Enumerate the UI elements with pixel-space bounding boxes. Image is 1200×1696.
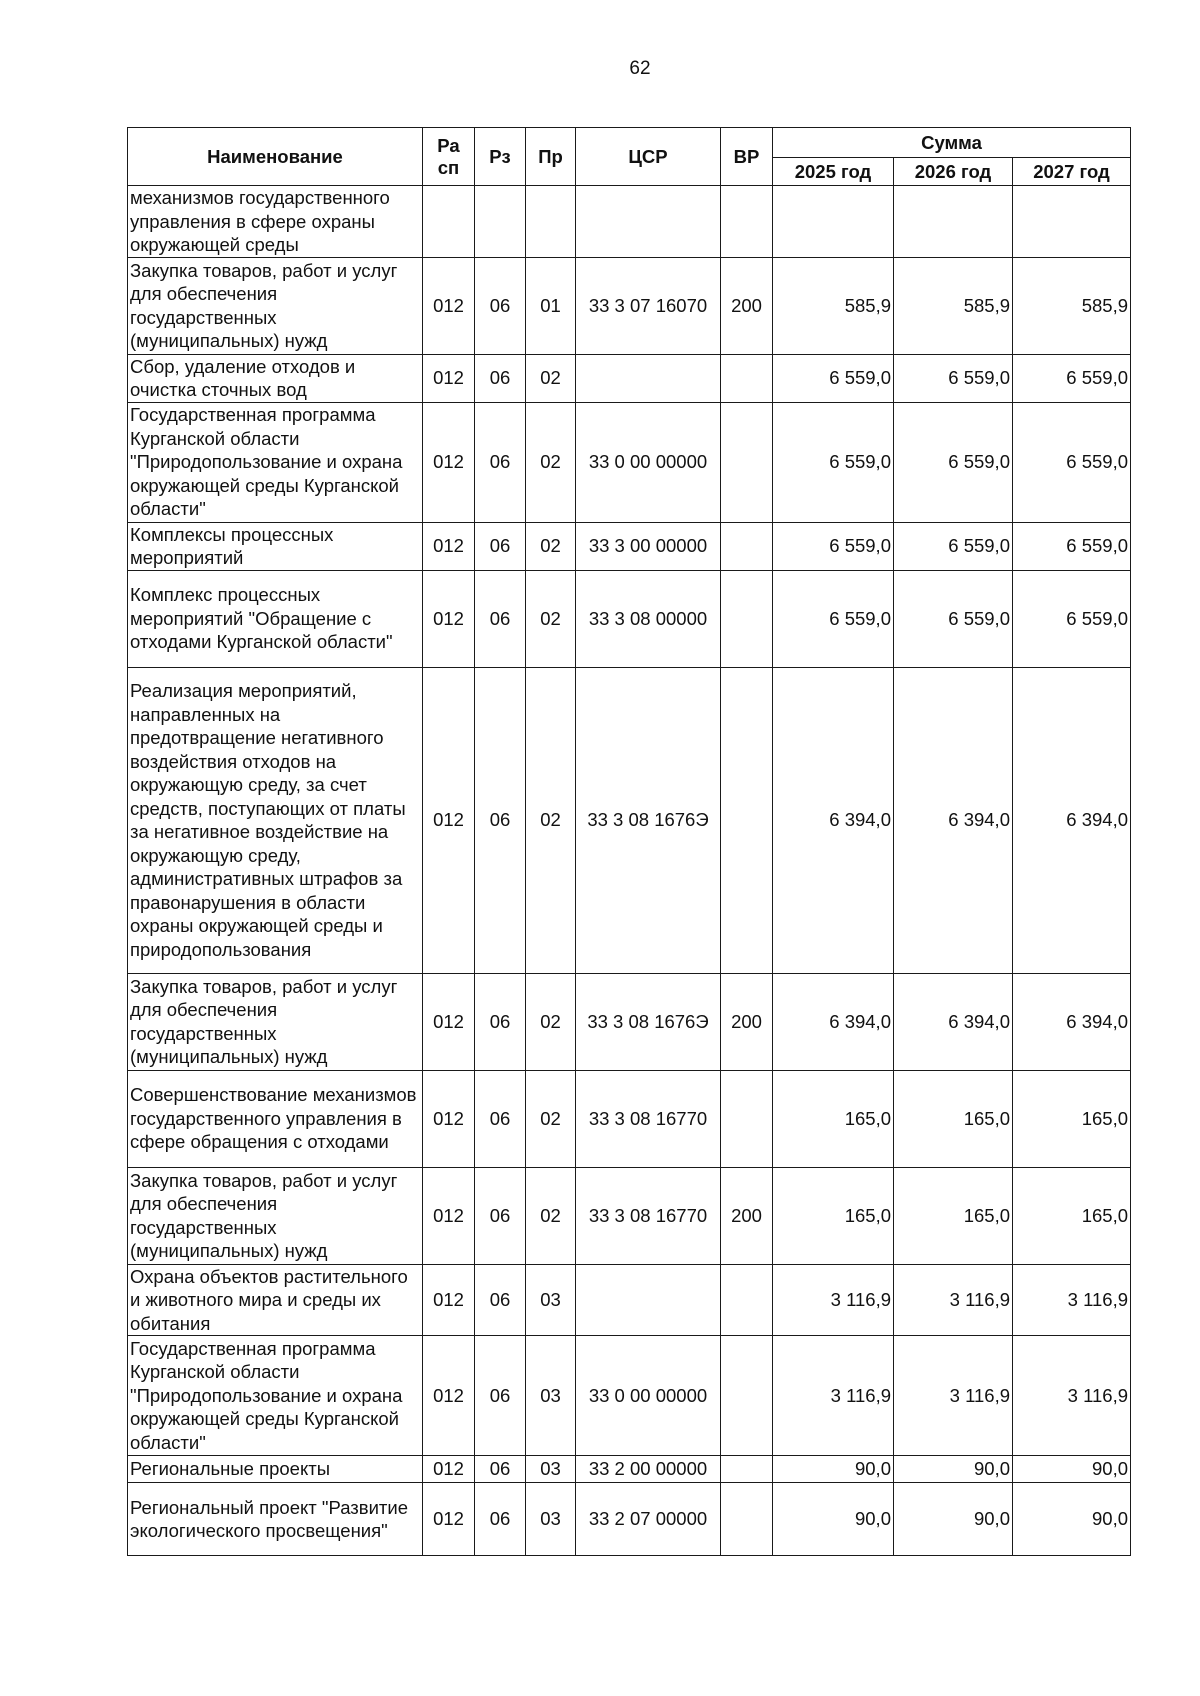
cell-sum-2027 bbox=[1013, 186, 1131, 258]
table-row bbox=[128, 1456, 1131, 1483]
cell-rasp bbox=[423, 186, 475, 258]
cell-rasp: 012 bbox=[423, 973, 475, 1070]
cell-pr: 02 bbox=[526, 354, 576, 402]
cell-csr: 33 3 08 16770 bbox=[576, 1070, 721, 1167]
cell-csr: 33 3 08 00000 bbox=[576, 570, 721, 667]
budget-table bbox=[127, 127, 1131, 1556]
cell-name: Закупка товаров, работ и услуг для обеспечения государственных (муниципальных) нужд bbox=[128, 973, 423, 1070]
cell-sum-2027: 585,9 bbox=[1013, 257, 1131, 354]
cell-name: Региональный проект "Развитие экологического просвещения" bbox=[128, 1483, 423, 1556]
cell-sum-2025: 6 559,0 bbox=[773, 522, 894, 570]
cell-rasp: 012 bbox=[423, 354, 475, 402]
table-row bbox=[128, 1264, 1131, 1336]
cell-pr: 02 bbox=[526, 973, 576, 1070]
cell-name: Комплекс процессных мероприятий "Обращение с отходами Курганской области" bbox=[128, 570, 423, 667]
cell-rz: 06 bbox=[475, 1483, 526, 1556]
cell-rz: 06 bbox=[475, 973, 526, 1070]
cell-sum-2025: 90,0 bbox=[773, 1456, 894, 1483]
cell-rasp: 012 bbox=[423, 522, 475, 570]
cell-rasp: 012 bbox=[423, 257, 475, 354]
header-rasp: Ра сп bbox=[423, 128, 475, 186]
cell-sum-2026: 6 559,0 bbox=[894, 522, 1013, 570]
cell-sum-2026: 165,0 bbox=[894, 1167, 1013, 1264]
cell-rz: 06 bbox=[475, 667, 526, 973]
cell-sum-2026: 6 394,0 bbox=[894, 667, 1013, 973]
cell-rz: 06 bbox=[475, 402, 526, 522]
cell-sum-2026: 6 394,0 bbox=[894, 973, 1013, 1070]
header-pr: Пр bbox=[526, 128, 576, 186]
table-row bbox=[128, 570, 1131, 667]
cell-pr: 02 bbox=[526, 1070, 576, 1167]
cell-sum-2026: 585,9 bbox=[894, 257, 1013, 354]
table-row bbox=[128, 667, 1131, 973]
cell-vr bbox=[721, 667, 773, 973]
cell-sum-2027: 165,0 bbox=[1013, 1070, 1131, 1167]
header-year-2025: 2025 год bbox=[773, 158, 894, 186]
table-row bbox=[128, 402, 1131, 522]
cell-name: Сбор, удаление отходов и очистка сточных вод bbox=[128, 354, 423, 402]
cell-pr: 02 bbox=[526, 667, 576, 973]
cell-csr: 33 0 00 00000 bbox=[576, 402, 721, 522]
cell-rz: 06 bbox=[475, 1264, 526, 1336]
cell-sum-2027: 6 559,0 bbox=[1013, 402, 1131, 522]
cell-sum-2026: 6 559,0 bbox=[894, 354, 1013, 402]
cell-csr bbox=[576, 1264, 721, 1336]
cell-rasp: 012 bbox=[423, 1483, 475, 1556]
cell-name: механизмов государственного управления в сфере охраны окружающей среды bbox=[128, 186, 423, 258]
cell-sum-2026: 90,0 bbox=[894, 1456, 1013, 1483]
cell-sum-2025: 165,0 bbox=[773, 1070, 894, 1167]
cell-csr bbox=[576, 186, 721, 258]
cell-csr: 33 3 08 1676Э bbox=[576, 973, 721, 1070]
header-year-2026: 2026 год bbox=[894, 158, 1013, 186]
cell-vr bbox=[721, 522, 773, 570]
cell-name: Реализация мероприятий, направленных на предотвращение негативного воздействия отходов на окружающую среду, за счет средств, поступающих от платы за негативное воздействие на окружающую среду, административных штрафов за правонарушения в области охраны окружающей среды и природопользования bbox=[128, 667, 423, 973]
cell-csr: 33 2 07 00000 bbox=[576, 1483, 721, 1556]
table-header bbox=[128, 128, 1131, 186]
cell-sum-2026 bbox=[894, 186, 1013, 258]
cell-sum-2027: 6 394,0 bbox=[1013, 667, 1131, 973]
table-row bbox=[128, 257, 1131, 354]
table-row bbox=[128, 1483, 1131, 1556]
cell-name: Охрана объектов растительного и животного мира и среды их обитания bbox=[128, 1264, 423, 1336]
cell-sum-2027: 3 116,9 bbox=[1013, 1336, 1131, 1456]
cell-sum-2026: 90,0 bbox=[894, 1483, 1013, 1556]
cell-vr bbox=[721, 1336, 773, 1456]
cell-vr bbox=[721, 1264, 773, 1336]
cell-sum-2027: 6 559,0 bbox=[1013, 570, 1131, 667]
cell-sum-2027: 165,0 bbox=[1013, 1167, 1131, 1264]
cell-vr bbox=[721, 1456, 773, 1483]
cell-name: Совершенствование механизмов государственного управления в сфере обращения с отходами bbox=[128, 1070, 423, 1167]
page-number: 62 bbox=[629, 58, 651, 79]
cell-rz: 06 bbox=[475, 1167, 526, 1264]
cell-csr: 33 2 00 00000 bbox=[576, 1456, 721, 1483]
cell-name: Комплексы процессных мероприятий bbox=[128, 522, 423, 570]
cell-sum-2027: 90,0 bbox=[1013, 1483, 1131, 1556]
cell-name: Государственная программа Курганской области "Природопользование и охрана окружающей среды Курганской области" bbox=[128, 1336, 423, 1456]
cell-sum-2027: 3 116,9 bbox=[1013, 1264, 1131, 1336]
cell-rasp: 012 bbox=[423, 1456, 475, 1483]
cell-pr: 02 bbox=[526, 570, 576, 667]
cell-rasp: 012 bbox=[423, 1336, 475, 1456]
cell-csr: 33 3 08 1676Э bbox=[576, 667, 721, 973]
cell-sum-2025: 6 559,0 bbox=[773, 570, 894, 667]
cell-sum-2025: 165,0 bbox=[773, 1167, 894, 1264]
header-sum: Сумма bbox=[773, 128, 1131, 158]
cell-sum-2026: 6 559,0 bbox=[894, 402, 1013, 522]
cell-vr: 200 bbox=[721, 973, 773, 1070]
cell-rz: 06 bbox=[475, 570, 526, 667]
cell-vr bbox=[721, 402, 773, 522]
cell-vr bbox=[721, 1483, 773, 1556]
cell-vr bbox=[721, 1070, 773, 1167]
cell-sum-2025: 6 394,0 bbox=[773, 667, 894, 973]
cell-rz: 06 bbox=[475, 1070, 526, 1167]
cell-sum-2027: 6 394,0 bbox=[1013, 973, 1131, 1070]
cell-csr: 33 3 08 16770 bbox=[576, 1167, 721, 1264]
cell-vr bbox=[721, 570, 773, 667]
cell-rz: 06 bbox=[475, 522, 526, 570]
cell-rasp: 012 bbox=[423, 1167, 475, 1264]
cell-rz: 06 bbox=[475, 354, 526, 402]
cell-vr: 200 bbox=[721, 1167, 773, 1264]
table-row bbox=[128, 186, 1131, 258]
table-row bbox=[128, 522, 1131, 570]
cell-sum-2026: 6 559,0 bbox=[894, 570, 1013, 667]
cell-rz: 06 bbox=[475, 257, 526, 354]
table-row bbox=[128, 1167, 1131, 1264]
cell-sum-2025 bbox=[773, 186, 894, 258]
cell-csr: 33 3 07 16070 bbox=[576, 257, 721, 354]
cell-vr: 200 bbox=[721, 257, 773, 354]
header-year-2027: 2027 год bbox=[1013, 158, 1131, 186]
cell-sum-2025: 3 116,9 bbox=[773, 1336, 894, 1456]
table-row bbox=[128, 354, 1131, 402]
cell-rz: 06 bbox=[475, 1456, 526, 1483]
cell-sum-2027: 6 559,0 bbox=[1013, 522, 1131, 570]
cell-pr: 01 bbox=[526, 257, 576, 354]
cell-sum-2026: 165,0 bbox=[894, 1070, 1013, 1167]
cell-sum-2025: 6 559,0 bbox=[773, 402, 894, 522]
cell-rasp: 012 bbox=[423, 570, 475, 667]
cell-sum-2027: 90,0 bbox=[1013, 1456, 1131, 1483]
cell-csr: 33 0 00 00000 bbox=[576, 1336, 721, 1456]
header-rz: Рз bbox=[475, 128, 526, 186]
cell-pr: 03 bbox=[526, 1456, 576, 1483]
cell-vr bbox=[721, 186, 773, 258]
table-body bbox=[128, 186, 1131, 1556]
cell-csr: 33 3 00 00000 bbox=[576, 522, 721, 570]
cell-pr: 02 bbox=[526, 1167, 576, 1264]
header-name: Наименование bbox=[128, 128, 423, 186]
cell-name: Закупка товаров, работ и услуг для обеспечения государственных (муниципальных) нужд bbox=[128, 1167, 423, 1264]
cell-sum-2026: 3 116,9 bbox=[894, 1336, 1013, 1456]
table-row bbox=[128, 1070, 1131, 1167]
table-row bbox=[128, 973, 1131, 1070]
cell-rz: 06 bbox=[475, 1336, 526, 1456]
cell-pr: 02 bbox=[526, 402, 576, 522]
cell-csr bbox=[576, 354, 721, 402]
cell-rasp: 012 bbox=[423, 1070, 475, 1167]
cell-sum-2025: 6 394,0 bbox=[773, 973, 894, 1070]
cell-pr: 03 bbox=[526, 1483, 576, 1556]
header-vr: ВР bbox=[721, 128, 773, 186]
cell-rz bbox=[475, 186, 526, 258]
cell-sum-2025: 6 559,0 bbox=[773, 354, 894, 402]
cell-rasp: 012 bbox=[423, 1264, 475, 1336]
cell-sum-2027: 6 559,0 bbox=[1013, 354, 1131, 402]
cell-name: Государственная программа Курганской области "Природопользование и охрана окружающей среды Курганской области" bbox=[128, 402, 423, 522]
cell-pr: 02 bbox=[526, 522, 576, 570]
cell-pr: 03 bbox=[526, 1336, 576, 1456]
cell-name: Закупка товаров, работ и услуг для обеспечения государственных (муниципальных) нужд bbox=[128, 257, 423, 354]
cell-rasp: 012 bbox=[423, 667, 475, 973]
cell-pr: 03 bbox=[526, 1264, 576, 1336]
cell-sum-2025: 585,9 bbox=[773, 257, 894, 354]
cell-sum-2025: 3 116,9 bbox=[773, 1264, 894, 1336]
cell-vr bbox=[721, 354, 773, 402]
cell-pr bbox=[526, 186, 576, 258]
table-row bbox=[128, 1336, 1131, 1456]
cell-sum-2025: 90,0 bbox=[773, 1483, 894, 1556]
cell-sum-2026: 3 116,9 bbox=[894, 1264, 1013, 1336]
cell-rasp: 012 bbox=[423, 402, 475, 522]
cell-name: Региональные проекты bbox=[128, 1456, 423, 1483]
header-csr: ЦСР bbox=[576, 128, 721, 186]
